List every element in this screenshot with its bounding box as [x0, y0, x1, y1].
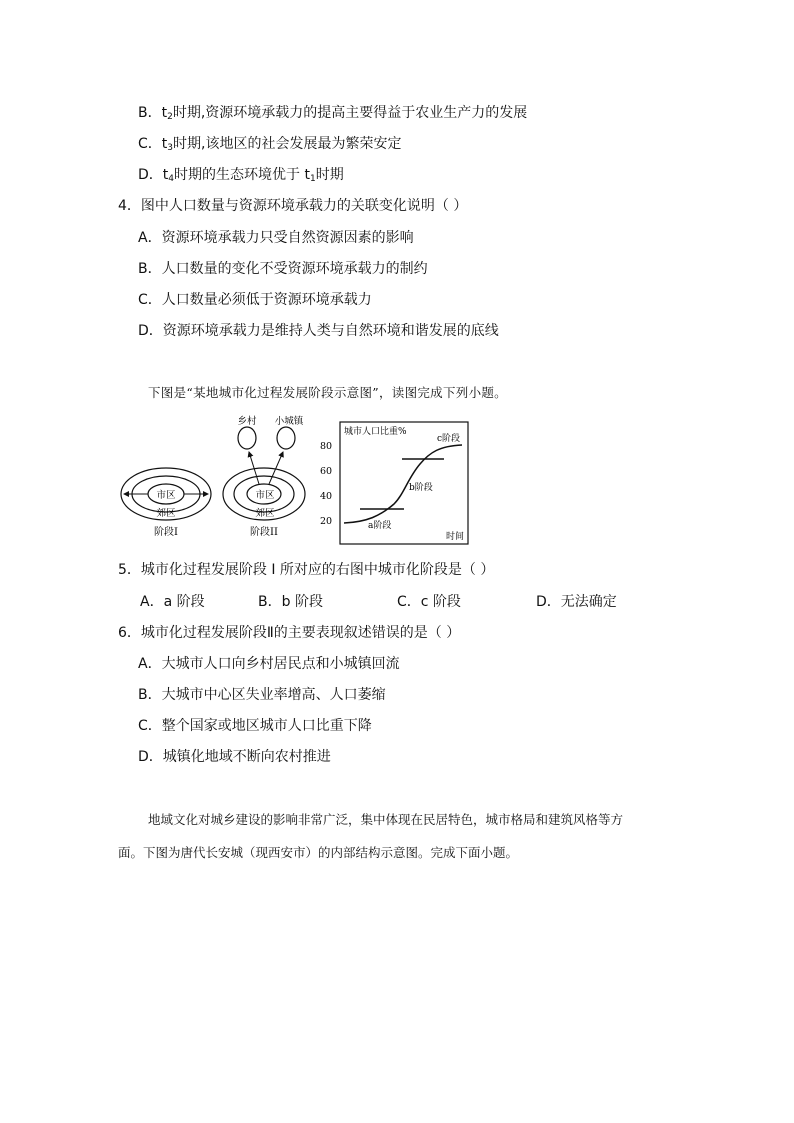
intro2-line1: 地域文化对城乡建设的影响非常广泛，集中体现在民居特色，城市格局和建筑风格等方 [148, 812, 624, 827]
q6-option-d: D．城镇化地域不断向农村推进 [138, 749, 331, 765]
ytick-20: 20 [319, 516, 333, 527]
graph-ylabel: 城市人口比重% [344, 427, 407, 437]
stage-2-city-label: 市区 [255, 490, 275, 501]
q5-option-d: D．无法确定 [536, 594, 617, 610]
label-a-stage: a阶段 [368, 521, 392, 531]
label-b-stage: b阶段 [409, 483, 433, 493]
q6-option-b: B．大城市中心区失业率增高、人口萎缩 [138, 687, 386, 703]
q6-option-a: A．大城市人口向乡村居民点和小城镇回流 [138, 656, 400, 672]
s-curve [344, 445, 462, 523]
figure-intro: 下图是“某地城市化过程发展阶段示意图”，读图完成下列小题。 [148, 385, 507, 400]
ytick-40: 40 [319, 491, 333, 502]
ytick-60: 60 [319, 466, 333, 477]
stage-2-suburb-label: 郊区 [255, 508, 275, 519]
q4-stem: 4．图中人口数量与资源环境承载力的关联变化说明（ ） [118, 198, 468, 214]
q6-option-c: C．整个国家或地区城市人口比重下降 [138, 718, 372, 734]
graph-xlabel: 时间 [446, 532, 465, 542]
q5-option-b: B．b 阶段 [258, 594, 323, 610]
stage-1-city-label: 市区 [156, 490, 176, 501]
urbanization-stage-diagram [112, 408, 472, 548]
q4-option-a: A．资源环境承载力只受自然资源因素的影响 [138, 230, 414, 246]
q5-option-a: A．a 阶段 [140, 594, 205, 610]
q3-option-c: C．$t_3$时期,该地区的社会发展最为繁荣安定 [138, 136, 402, 153]
label-c-stage: c阶段 [437, 434, 461, 444]
stage-1-diagram [121, 468, 211, 538]
q3-option-b: B．$t_2$时期,资源环境承载力的提高主要得益于农业生产力的发展 [138, 105, 528, 122]
q4-option-d: D．资源环境承载力是维持人类与自然环境和谐发展的底线 [138, 323, 499, 339]
q5-option-c: C．c 阶段 [397, 594, 461, 610]
urbanization-curve-graph [320, 422, 468, 544]
town-label: 小城镇 [274, 416, 304, 427]
q4-option-c: C．人口数量必须低于资源环境承载力 [138, 292, 372, 308]
q5-stem: 5．城市化过程发展阶段 I 所对应的右图中城市化阶段是（ ） [118, 562, 495, 578]
q3-option-d: D．$t_4$时期的生态环境优于 $t_1$时期 [138, 167, 344, 184]
stage-1-suburb-label: 郊区 [156, 508, 176, 519]
village-circle [238, 427, 256, 449]
intro2-line2: 面。下图为唐代长安城（现西安市）的内部结构示意图。完成下面小题。 [118, 845, 519, 860]
stage-1-caption: 阶段I [154, 527, 178, 538]
q6-stem: 6．城市化过程发展阶段Ⅱ的主要表现叙述错误的是（ ） [118, 625, 461, 641]
village-label: 乡村 [237, 416, 257, 427]
stage-2-diagram [223, 415, 305, 538]
ytick-80: 80 [319, 441, 333, 452]
q4-option-b: B．人口数量的变化不受资源环境承载力的制约 [138, 261, 428, 277]
town-circle [277, 427, 295, 449]
stage-2-caption: 阶段II [250, 527, 278, 538]
